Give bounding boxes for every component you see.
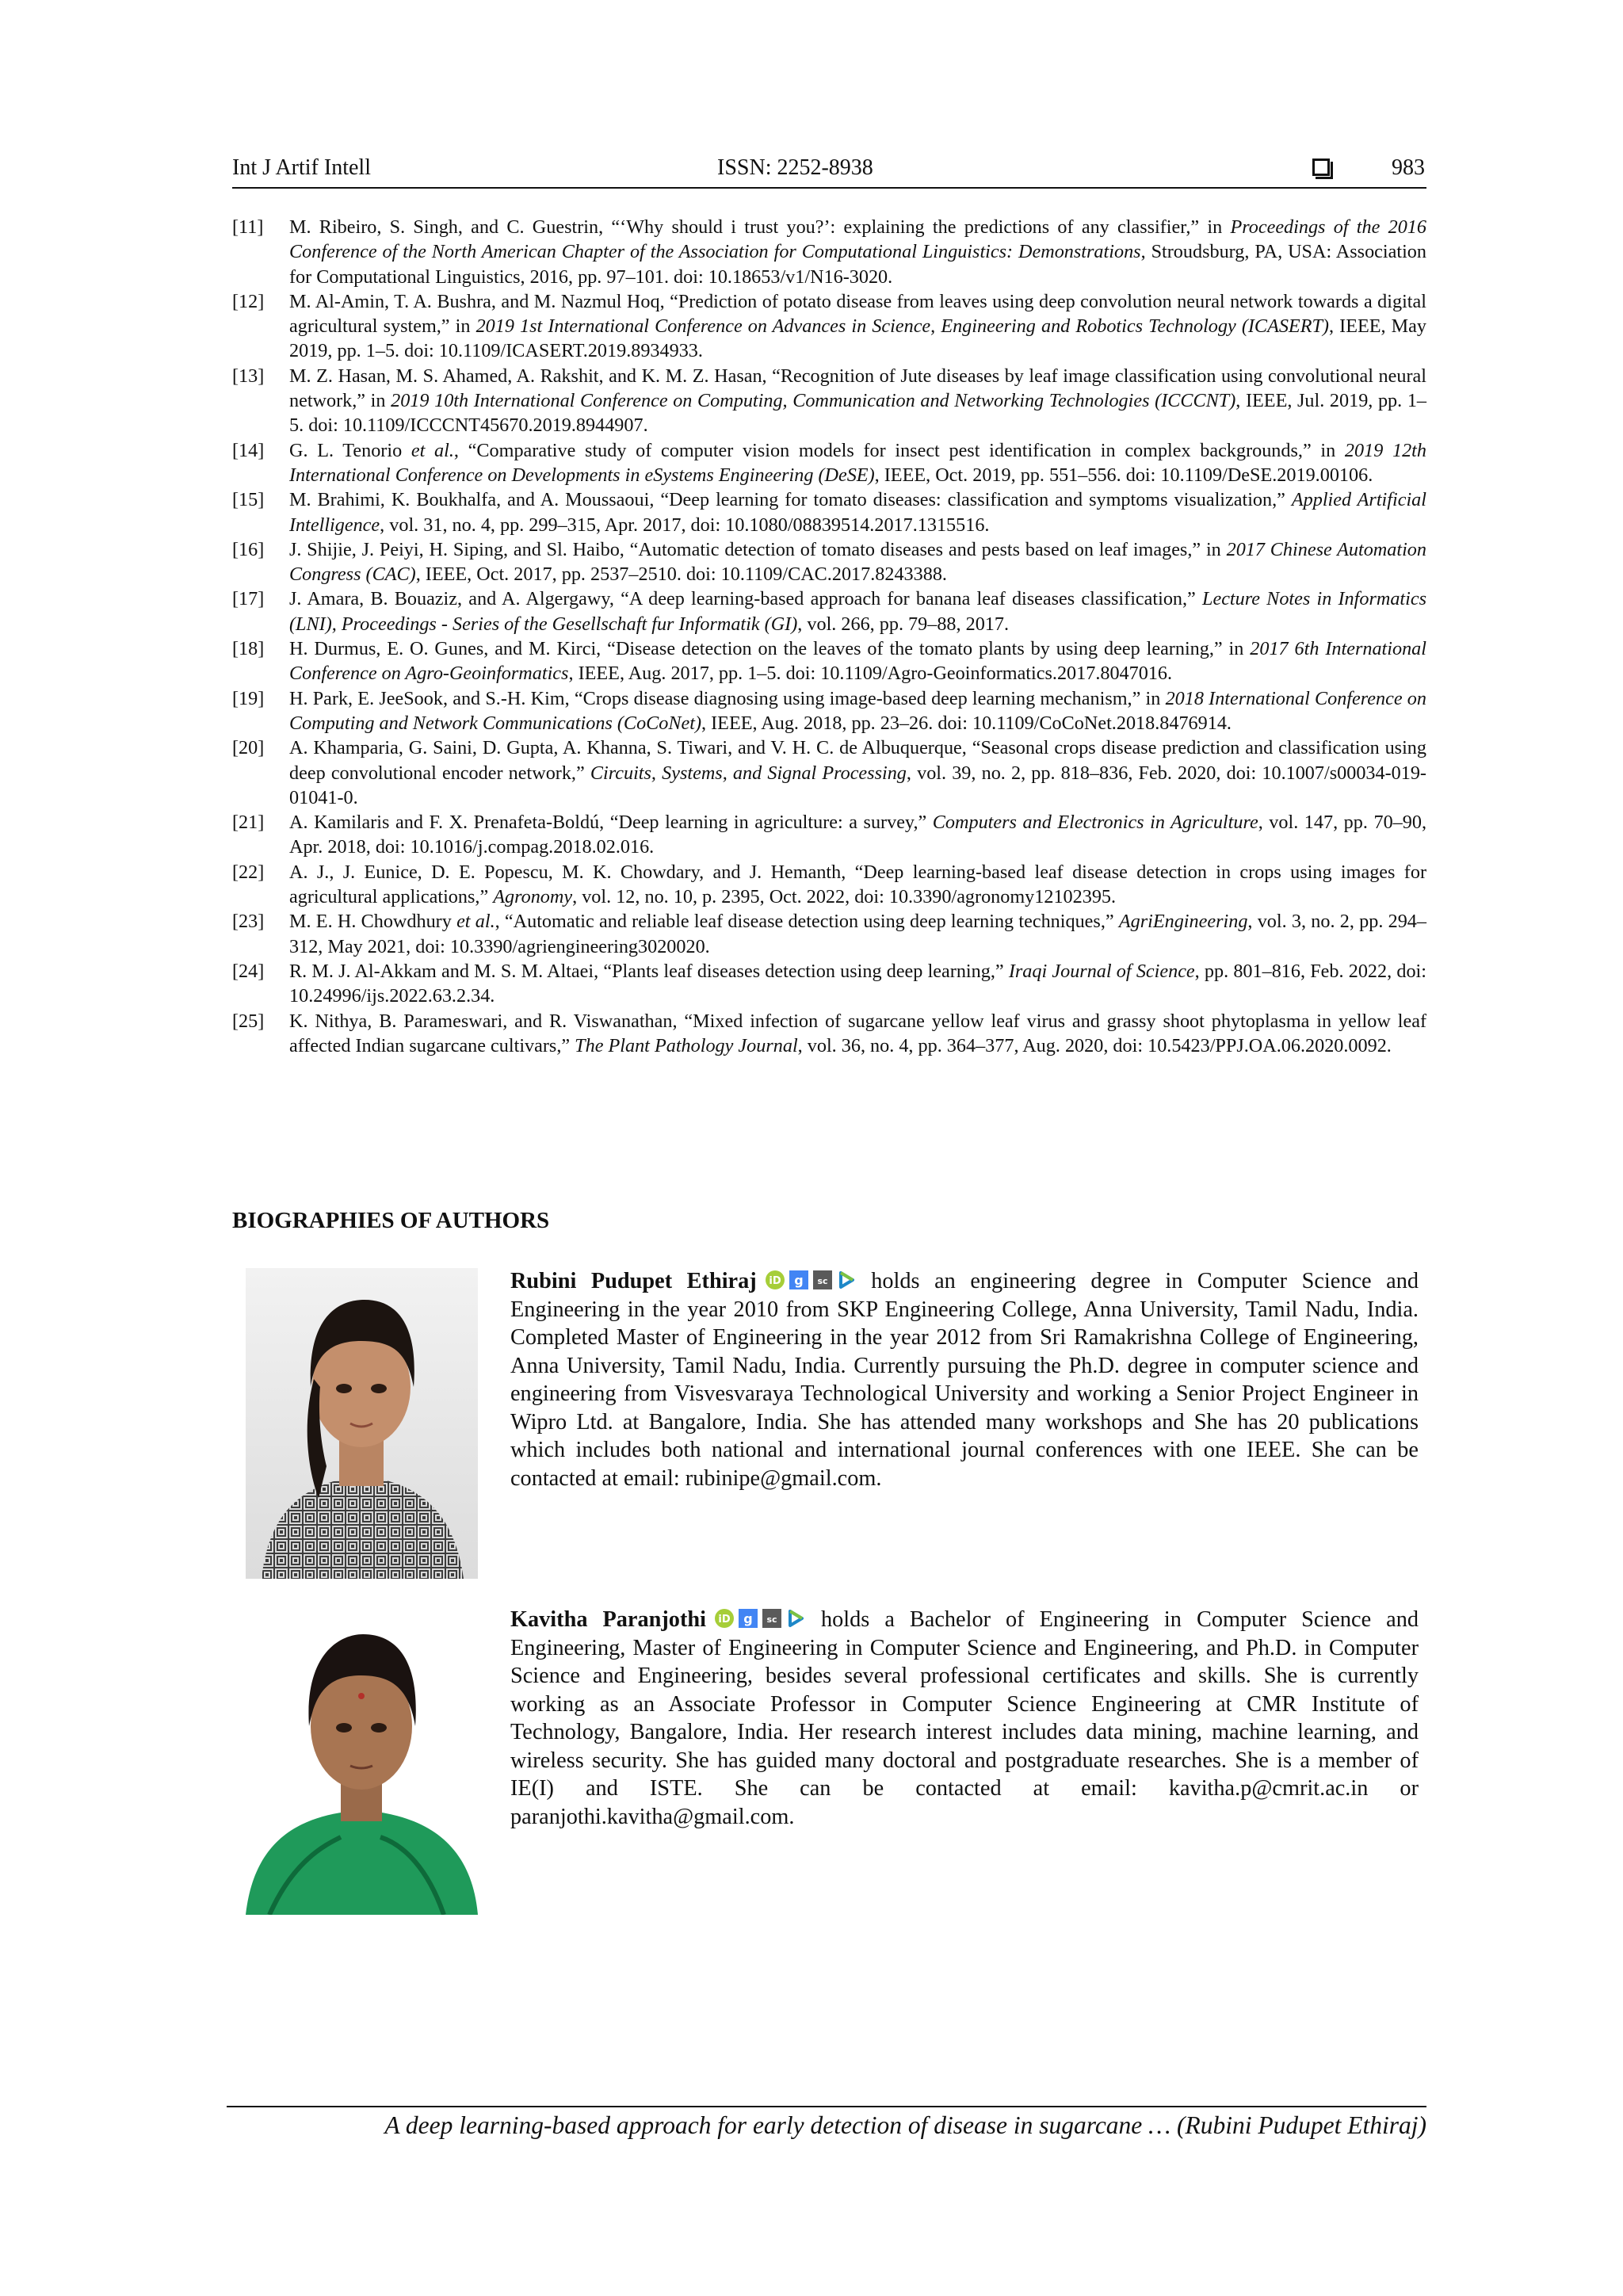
author-bio-kavitha [510,1606,1419,1831]
reference-segment: G. L. Tenorio [289,439,411,461]
reference-item [232,909,1426,959]
scopus-icon[interactable] [762,1608,782,1629]
reference-italic-segment: Computers and Electronics in Agriculture [932,812,1258,834]
reference-segment: , IEEE, Oct. 2019, pp. 551–556. doi: 10.1109/DeSE.2019.00106. [874,464,1373,486]
reference-number: [23] [232,911,265,933]
reference-italic-segment: Proceedings of the 2016 Conference of the North American Chapter of the Association for Computational Linguistics: Demonstrations [289,216,1426,263]
reference-segment: M. Z. Hasan, M. S. Ahamed, A. Rakshit, and K. M. Z. Hasan, “Recognition of Jute diseases by leaf image classification using convolutional neural network,” in [289,365,1426,412]
reference-italic-segment: Agronomy [493,886,573,908]
reference-italic-segment: 2019 12th International Conference on Developments in eSystems Engineering (DeSE) [289,439,1427,486]
reference-text [289,860,1426,910]
reference-segment: , IEEE, Oct. 2017, pp. 2537–2510. doi: 10.1109/CAC.2017.8243388. [415,563,947,586]
reference-segment: M. Al-Amin, T. A. Bushra, and M. Nazmul Hoq, “Prediction of potato disease from leaves using deep convolution neural network towards a digital agricultural system,” in [289,290,1426,338]
google-scholar-icon[interactable] [789,1270,809,1290]
reference-item [232,537,1426,587]
reference-item [232,586,1426,636]
reference-segment: , vol. 39, no. 2, pp. 818–836, Feb. 2020, doi: 10.1007/s00034-019-01041-0. [289,762,1426,808]
reference-italic-segment: Applied Artificial Intelligence [289,489,1426,536]
checkbox-square-icon [1312,159,1330,176]
reference-text [289,1009,1426,1059]
author-bio-text: holds an engineering degree in Computer Science and Engineering in the year 2010 from SKP Engineering College, Anna University, Tamil Nadu, India. Completed Master of Engineering in the year 2012 from Sri Ramakrishna College of Engineering, Anna University, Tamil Nadu, India. Currently pursuing the Ph.D. degree in computer science and engineering from Visvesvaraya Technological University and working a Senior Project Engineer in Wipro Ltd. at Bangalore, India. She has attended many workshops and She has 20 publications which includes both national and international journal conferences with one IEEE. She can be contacted at email: rubinipe@gmail.com. [510,1269,1419,1491]
reference-text [289,289,1426,364]
reference-segment: , vol. 12, no. 10, p. 2395, Oct. 2022, doi: 10.3390/agronomy12102395. [572,886,1117,908]
reference-item [232,636,1426,686]
reference-text [289,537,1426,587]
author-bio-text: holds a Bachelor of Engineering in Computer Science and Engineering, Master of Engineering in Computer Science and Engineering, and Ph.D. in Computer Science and Engineering, besides several professional certificates and skills. She is currently working as an Associate Professor in Computer Science Engineering at CMR Institute of Technology, Bangalore, India. Her research interest includes data mining, machine learning, and wireless security. She has guided many doctoral and postgraduate researches. She is a member of IE(I) and ISTE. She can be contacted at email: kavitha.p@cmrit.ac.in or paranjothi.kavitha@gmail.com. [510,1607,1419,1829]
reference-number: [21] [232,812,265,834]
reference-italic-segment: The Plant Pathology Journal [575,1034,798,1056]
reference-italic-segment: et al. [456,911,495,933]
reference-segment: , IEEE, Aug. 2018, pp. 23–26. doi: 10.1109/CoCoNet.2018.8476914. [701,712,1232,734]
reference-number: [19] [232,687,265,709]
reference-item [232,438,1426,488]
reference-segment: , vol. 147, pp. 70–90, Apr. 2018, doi: 10.1016/j.compag.2018.02.016. [289,812,1426,858]
reference-item [232,487,1426,537]
svg-text:sc: sc [766,1614,777,1625]
reference-text [289,909,1426,959]
reference-segment: , vol. 31, no. 4, pp. 299–315, Apr. 2017, doi: 10.1080/08839514.2017.1315516. [380,514,990,536]
reference-text [289,810,1426,860]
reference-number: [22] [232,861,265,883]
reference-number: [25] [232,1010,265,1032]
author-photo-rubini [246,1268,478,1579]
reference-text [289,487,1426,537]
reference-segment: R. M. J. Al-Akkam and M. S. M. Altaei, “Plants leaf diseases detection using deep learning,” [289,960,1009,982]
svg-text:g: g [743,1611,753,1626]
reference-italic-segment: 2019 1st International Conference on Advances in Science, Engineering and Robotics Technology (ICASERT) [475,315,1329,338]
reference-italic-segment: 2017 6th International Conference on Agro-Geoinformatics [289,638,1426,685]
reference-number: [20] [232,737,265,759]
reference-italic-segment: 2017 Chinese Automation Congress (CAC) [289,538,1426,586]
reference-segment: A. Kamilaris and F. X. Prenafeta-Boldú, “Deep learning in agriculture: a survey,” [289,812,933,834]
reference-number: [11] [232,216,264,238]
reference-segment: , vol. 36, no. 4, pp. 364–377, Aug. 2020, doi: 10.5423/PPJ.OA.06.2020.0092. [797,1034,1392,1056]
reference-number: [17] [232,588,265,610]
reference-segment: , Stroudsburg, PA, USA: Association for Computational Linguistics, 2016, pp. 97–101. doi: 10.18653/v1/N16-3020. [289,241,1426,288]
svg-text:sc: sc [817,1276,828,1286]
reference-segment: A. J., J. Eunice, D. E. Popescu, M. K. Chowdary, and J. Hemanth, “Deep learning-based leaf disease detection in crops using images for agricultural applications,” [289,861,1426,908]
orcid-icon[interactable] [765,1270,785,1290]
reference-segment: K. Nithya, B. Parameswari, and R. Viswanathan, “Mixed infection of sugarcane yellow leaf virus and grassy shoot phytoplasma in yellow leaf affected Indian sugarcane cultivars,” [289,1010,1426,1056]
reference-italic-segment: 2019 10th International Conference on Computing, Communication and Networking Technologies (ICCCNT) [391,390,1236,412]
reference-segment: , “Automatic and reliable leaf disease detection using deep learning techniques,” [495,911,1119,933]
reference-segment: , IEEE, Jul. 2019, pp. 1–5. doi: 10.1109/ICCCNT45670.2019.8944907. [289,390,1427,437]
reference-segment: J. Shijie, J. Peiyi, H. Siping, and Sl. Haibo, “Automatic detection of tomato diseases and pests based on leaf images,” in [289,538,1227,560]
reference-italic-segment: Iraqi Journal of Science [1008,960,1195,982]
author-photo-kavitha [246,1607,478,1915]
biographies-heading: BIOGRAPHIES OF AUTHORS [232,1208,550,1233]
reference-item [232,959,1426,1009]
reference-number: [16] [232,538,265,560]
svg-text:g: g [793,1273,804,1288]
reference-segment: M. Ribeiro, S. Singh, and C. Guestrin, “‘Why should i trust you?’: explaining the predictions of any classifier,” in [289,216,1231,238]
reference-number: [24] [232,960,265,982]
running-footer: A deep learning-based approach for early detection of disease in sugarcane … (Rubini Pudupet Ethiraj) [384,2111,1426,2139]
reference-text [289,636,1426,686]
author-bio-rubini [510,1267,1419,1492]
reference-segment: H. Park, E. JeeSook, and S.-H. Kim, “Crops disease diagnosing using image-based deep learning mechanism,” in [289,687,1166,709]
reference-text [289,586,1426,636]
header-rule [232,187,1426,189]
reference-segment: , vol. 266, pp. 79–88, 2017. [797,613,1010,635]
reference-segment: , IEEE, Aug. 2017, pp. 1–5. doi: 10.1109/Agro-Geoinformatics.2017.8047016. [568,663,1173,685]
reference-number: [15] [232,489,265,511]
reference-segment: J. Amara, B. Bouaziz, and A. Algergawy, “A deep learning-based approach for banana leaf diseases classification,” [289,588,1202,610]
reference-segment: , IEEE, May 2019, pp. 1–5. doi: 10.1109/ICASERT.2019.8934933. [289,315,1427,362]
issn: ISSN: 2252-8938 [717,155,873,180]
reference-segment: , pp. 801–816, Feb. 2022, doi: 10.24996/ijs.2022.63.2.34. [289,960,1426,1007]
reference-italic-segment: Circuits, Systems, and Signal Processing [590,762,907,784]
reference-segment: A. Khamparia, G. Saini, D. Gupta, A. Khanna, S. Tiwari, and V. H. C. de Albuquerque, “Seasonal crops disease prediction and classification using deep convolutional encoder network,” [289,737,1426,784]
reference-text [289,686,1426,736]
svg-text:iD: iD [769,1275,781,1287]
reference-text [289,735,1426,810]
reference-item [232,289,1426,364]
publons-icon[interactable] [836,1270,857,1290]
reference-item [232,686,1426,736]
reference-segment: , vol. 3, no. 2, pp. 294–312, May 2021, doi: 10.3390/agriengineering3020020. [289,911,1426,957]
reference-segment: H. Durmus, E. O. Gunes, and M. Kirci, “Disease detection on the leaves of the tomato plants by using deep learning,” in [289,638,1251,660]
reference-segment: M. E. H. Chowdhury [289,911,457,933]
reference-text [289,215,1426,289]
journal-name: Int J Artif Intell [232,155,371,180]
author-name: Kavitha Paranjothi [510,1607,706,1632]
running-header [232,152,1426,187]
footer-rule [227,2106,1426,2107]
reference-italic-segment: et al. [411,439,454,461]
svg-text:iD: iD [718,1614,731,1626]
reference-text [289,438,1426,488]
page-number: 983 [1392,155,1425,180]
reference-item [232,860,1426,910]
reference-segment: M. Brahimi, K. Boukhalfa, and A. Moussaoui, “Deep learning for tomato diseases: classification and symptoms visualization,” [289,489,1292,511]
reference-italic-segment: 2018 International Conference on Computing and Network Communications (CoCoNet) [289,687,1426,734]
reference-italic-segment: AgriEngineering [1118,911,1248,933]
google-scholar-icon[interactable] [738,1608,758,1629]
reference-item [232,735,1426,810]
author-name: Rubini Pudupet Ethiraj [510,1269,757,1293]
reference-item [232,215,1426,289]
reference-number: [13] [232,365,265,387]
reference-text [289,364,1426,438]
orcid-icon[interactable] [714,1608,735,1629]
reference-item [232,810,1426,860]
publons-icon[interactable] [785,1608,806,1629]
scopus-icon[interactable] [812,1270,833,1290]
reference-item [232,1009,1426,1059]
reference-number: [18] [232,638,265,660]
reference-segment: , “Comparative study of computer vision models for insect pest identification in complex backgrounds,” in [453,439,1345,461]
reference-number: [12] [232,290,265,312]
reference-italic-segment: Lecture Notes in Informatics (LNI), Proceedings - Series of the Gesellschaft fur Informatik (GI) [289,588,1427,635]
reference-number: [14] [232,439,265,461]
reference-item [232,364,1426,438]
reference-list [232,215,1426,1058]
reference-text [289,959,1426,1009]
